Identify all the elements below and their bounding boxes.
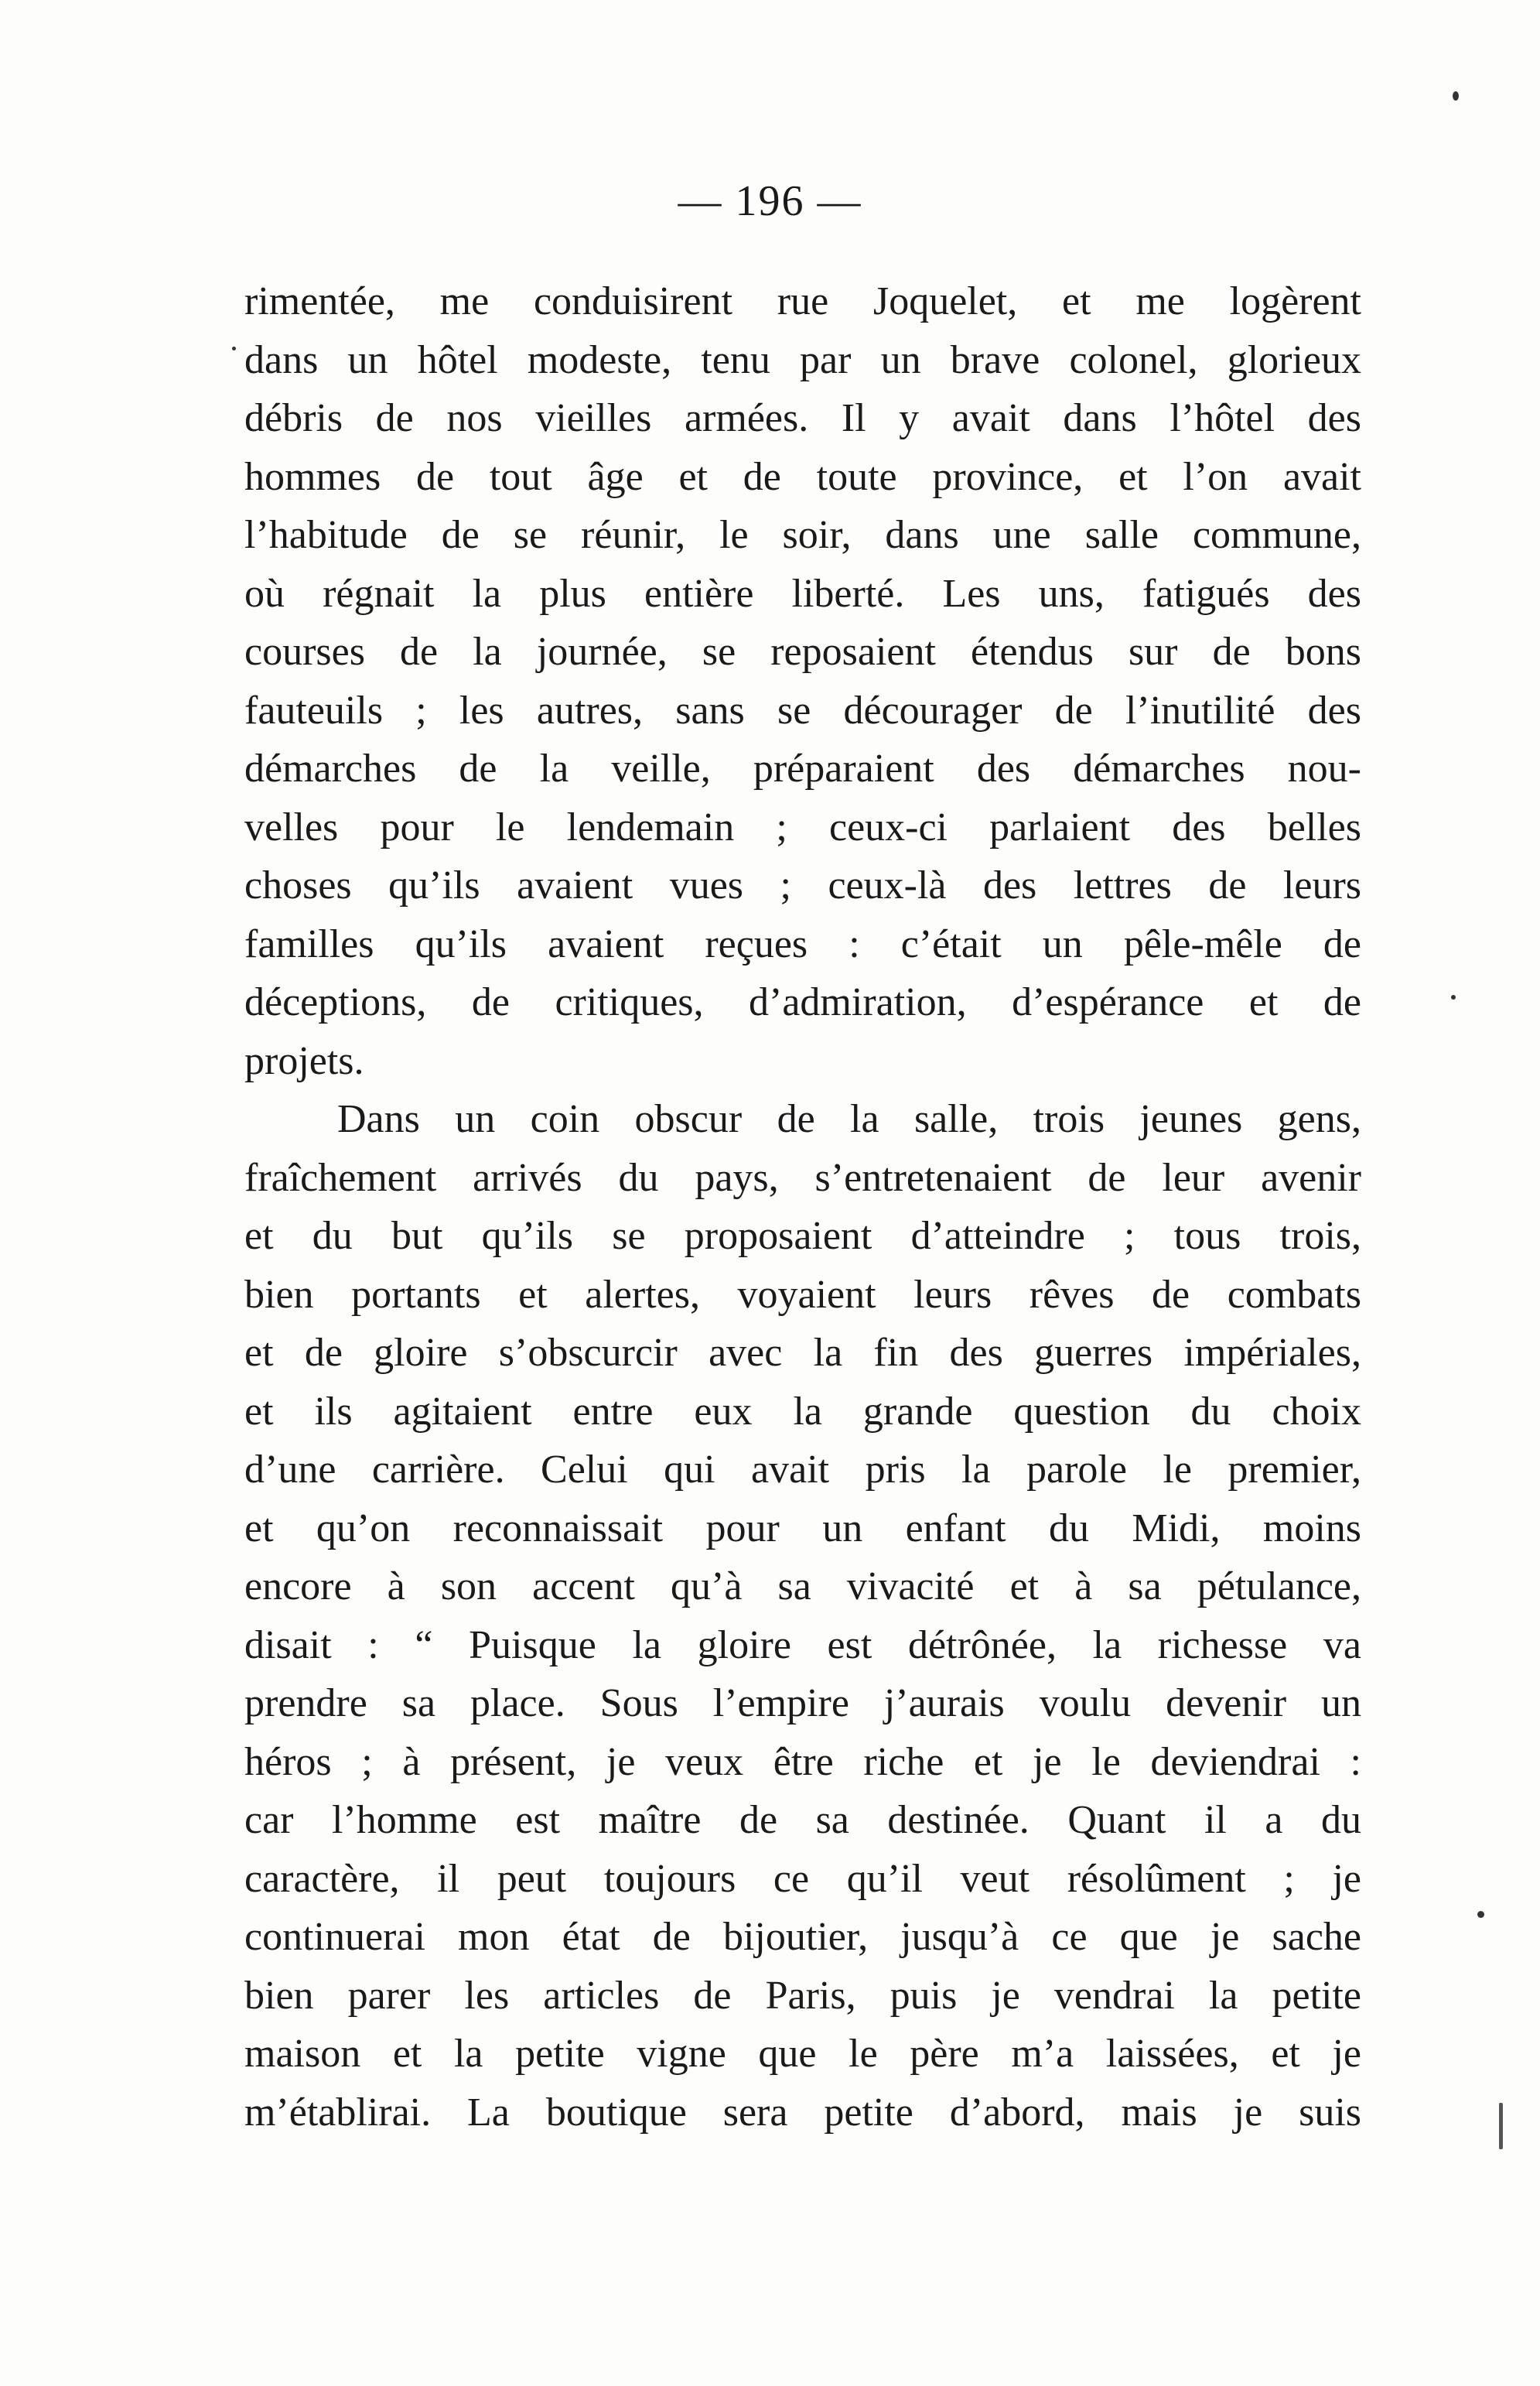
scan-speck (1451, 995, 1456, 1000)
text-line: l’habitude de se réunir, le soir, dans une salle commune, (244, 513, 1361, 557)
text-line: maison et la petite vigne que le père m’a laissées, et je (244, 2032, 1361, 2076)
text-line: et qu’on reconnaissait pour un enfant du Midi, moins (244, 1506, 1361, 1550)
scan-speck (1453, 91, 1459, 101)
text-line: débris de nos vieilles armées. Il y avait dans l’hôtel des (244, 396, 1361, 440)
text-line: car l’homme est maître de sa destinée. Quant il a du (244, 1798, 1361, 1842)
text-line: encore à son accent qu’à sa vivacité et à sa pétulance, (244, 1564, 1361, 1608)
scan-speck (232, 347, 236, 350)
scan-speck (1499, 2103, 1503, 2149)
text-line: familles qu’ils avaient reçues : c’était un pêle-mêle de (244, 921, 1361, 966)
text-line: fauteuils ; les autres, sans se décourager de l’inutilité des (244, 688, 1361, 733)
text-line: hommes de tout âge et de toute province, et l’on avait (244, 454, 1361, 499)
text-line: dans un hôtel modeste, tenu par un brave colonel, glorieux (244, 337, 1361, 382)
text-line: velles pour le lendemain ; ceux-ci parlaient des belles (244, 805, 1361, 849)
scan-speck (1477, 1911, 1484, 1918)
page-number: — 196 — (678, 177, 862, 225)
text-line: bien parer les articles de Paris, puis je vendrai la petite (244, 1973, 1361, 2018)
text-line: et du but qu’ils se proposaient d’atteindre ; tous trois, (244, 1214, 1361, 1258)
text-line: rimentée, me conduisirent rue Joquelet, et me logèrent (244, 279, 1361, 323)
text-line: Dans un coin obscur de la salle, trois jeunes gens, (337, 1097, 1361, 1141)
text-line: déceptions, de critiques, d’admiration, d’espérance et de (244, 980, 1361, 1024)
text-line: choses qu’ils avaient vues ; ceux-là des lettres de leurs (244, 863, 1361, 908)
text-line: projets. (244, 1038, 364, 1083)
text-line: continuerai mon état de bijoutier, jusqu’à ce que je sache (244, 1915, 1361, 1959)
text-line: d’une carrière. Celui qui avait pris la parole le premier, (244, 1448, 1361, 1492)
text-line: bien portants et alertes, voyaient leurs rêves de combats (244, 1272, 1361, 1317)
text-line: où régnait la plus entière liberté. Les uns, fatigués des (244, 571, 1361, 616)
body-text (244, 272, 1361, 2142)
text-line: m’établirai. La boutique sera petite d’abord, mais je suis (244, 2090, 1361, 2135)
text-line: caractère, il peut toujours ce qu’il veut résolûment ; je (244, 1856, 1361, 1901)
text-line: héros ; à présent, je veux être riche et je le deviendrai : (244, 1739, 1361, 1784)
text-line: fraîchement arrivés du pays, s’entretenaient de leur avenir (244, 1155, 1361, 1200)
text-line: courses de la journée, se reposaient étendus sur de bons (244, 630, 1361, 674)
text-line: et de gloire s’obscurcir avec la fin des guerres impériales, (244, 1331, 1361, 1375)
text-line: disait : “ Puisque la gloire est détrônée, la richesse va (244, 1622, 1361, 1667)
text-line: démarches de la veille, préparaient des démarches nou- (244, 747, 1361, 791)
text-line: prendre sa place. Sous l’empire j’aurais voulu devenir un (244, 1681, 1361, 1725)
text-line: et ils agitaient entre eux la grande question du choix (244, 1389, 1361, 1434)
